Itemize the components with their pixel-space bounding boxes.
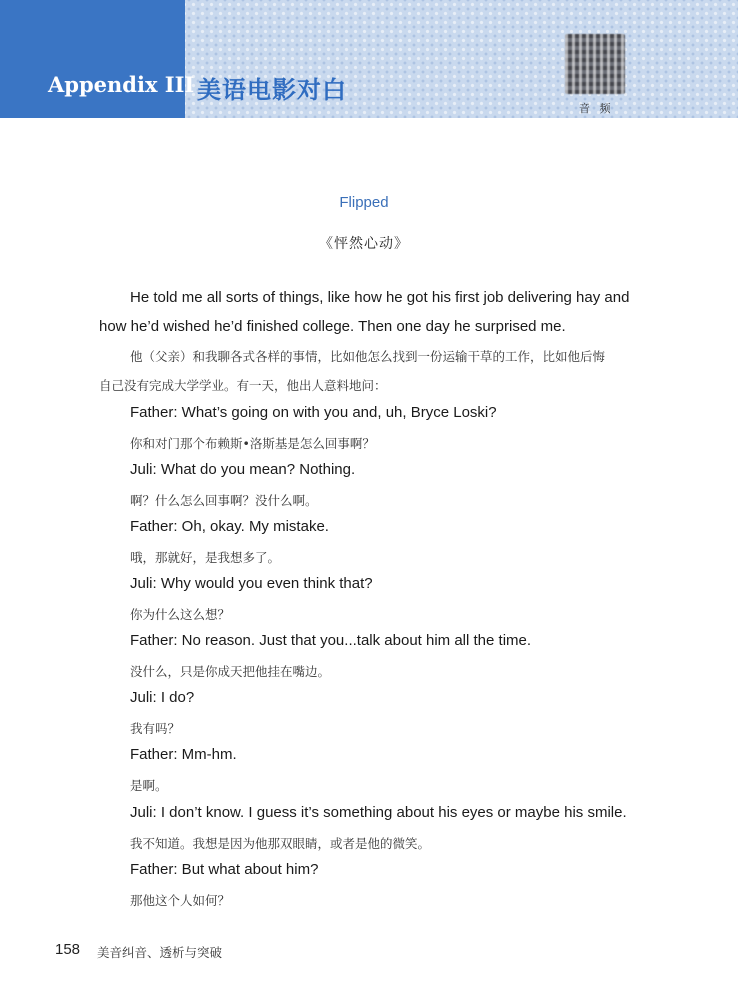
dialogue-english-line: Juli: What do you mean? Nothing. <box>130 461 356 478</box>
dialogue-english-line: Father: Mm-hm. <box>130 746 237 763</box>
dialogue-english-line: Juli: Why would you even think that? <box>130 575 373 592</box>
header-accent-block <box>0 0 185 118</box>
dialogue-chinese-line: 我有吗？ <box>130 721 181 736</box>
intro-chinese-line-1: 他（父亲）和我聊各式各样的事情，比如他怎么找到一份运输干草的工作，比如他后悔 <box>130 349 606 364</box>
qr-code-icon[interactable] <box>565 34 625 94</box>
dialogue-chinese-line: 是啊。 <box>130 778 168 793</box>
section-title: 美语电影对白 <box>197 76 347 104</box>
film-title-chinese: 《怦然心动》 <box>319 236 409 252</box>
dialogue-english-line: Father: What’s going on with you and, uh, Bryce Loski? <box>130 404 497 421</box>
dialogue-chinese-line: 那他这个人如何？ <box>130 893 231 908</box>
page-number: 158 <box>55 941 81 958</box>
dialogue-chinese-line: 没什么，只是你成天把他挂在嘴边。 <box>130 664 331 679</box>
dialogue-chinese-line: 我不知道。我想是因为他那双眼睛，或者是他的微笑。 <box>130 836 431 851</box>
dialogue-chinese-line: 啊？什么怎么回事啊？没什么啊。 <box>130 493 318 508</box>
book-title: 美音纠音、透析与突破 <box>97 945 223 960</box>
intro-english-line-2: how he’d wished he’d finished college. Then one day he surprised me. <box>99 318 566 335</box>
dialogue-english-line: Father: But what about him? <box>130 861 319 878</box>
dialogue-chinese-line: 你和对门那个布赖斯•洛斯基是怎么回事啊？ <box>130 436 375 451</box>
intro-english-line-1: He told me all sorts of things, like how he got his first job delivering hay and <box>130 289 630 306</box>
dialogue-english-line: Juli: I do? <box>130 689 195 706</box>
dialogue-chinese-line: 你为什么这么想？ <box>130 607 231 622</box>
film-title-english: Flipped <box>339 194 389 211</box>
dialogue-english-line: Juli: I don’t know. I guess it’s something about his eyes or maybe his smile. <box>130 804 627 821</box>
dialogue-chinese-line: 哦，那就好，是我想多了。 <box>130 550 281 565</box>
appendix-label: Appendix III <box>48 72 195 97</box>
header-banner <box>0 0 738 118</box>
dialogue-english-line: Father: No reason. Just that you...talk about him all the time. <box>130 632 532 649</box>
qr-audio-label: 音 频 <box>579 102 614 115</box>
intro-chinese-line-2: 自己没有完成大学学业。有一天，他出人意料地问： <box>99 378 387 393</box>
dialogue-english-line: Father: Oh, okay. My mistake. <box>130 518 329 535</box>
